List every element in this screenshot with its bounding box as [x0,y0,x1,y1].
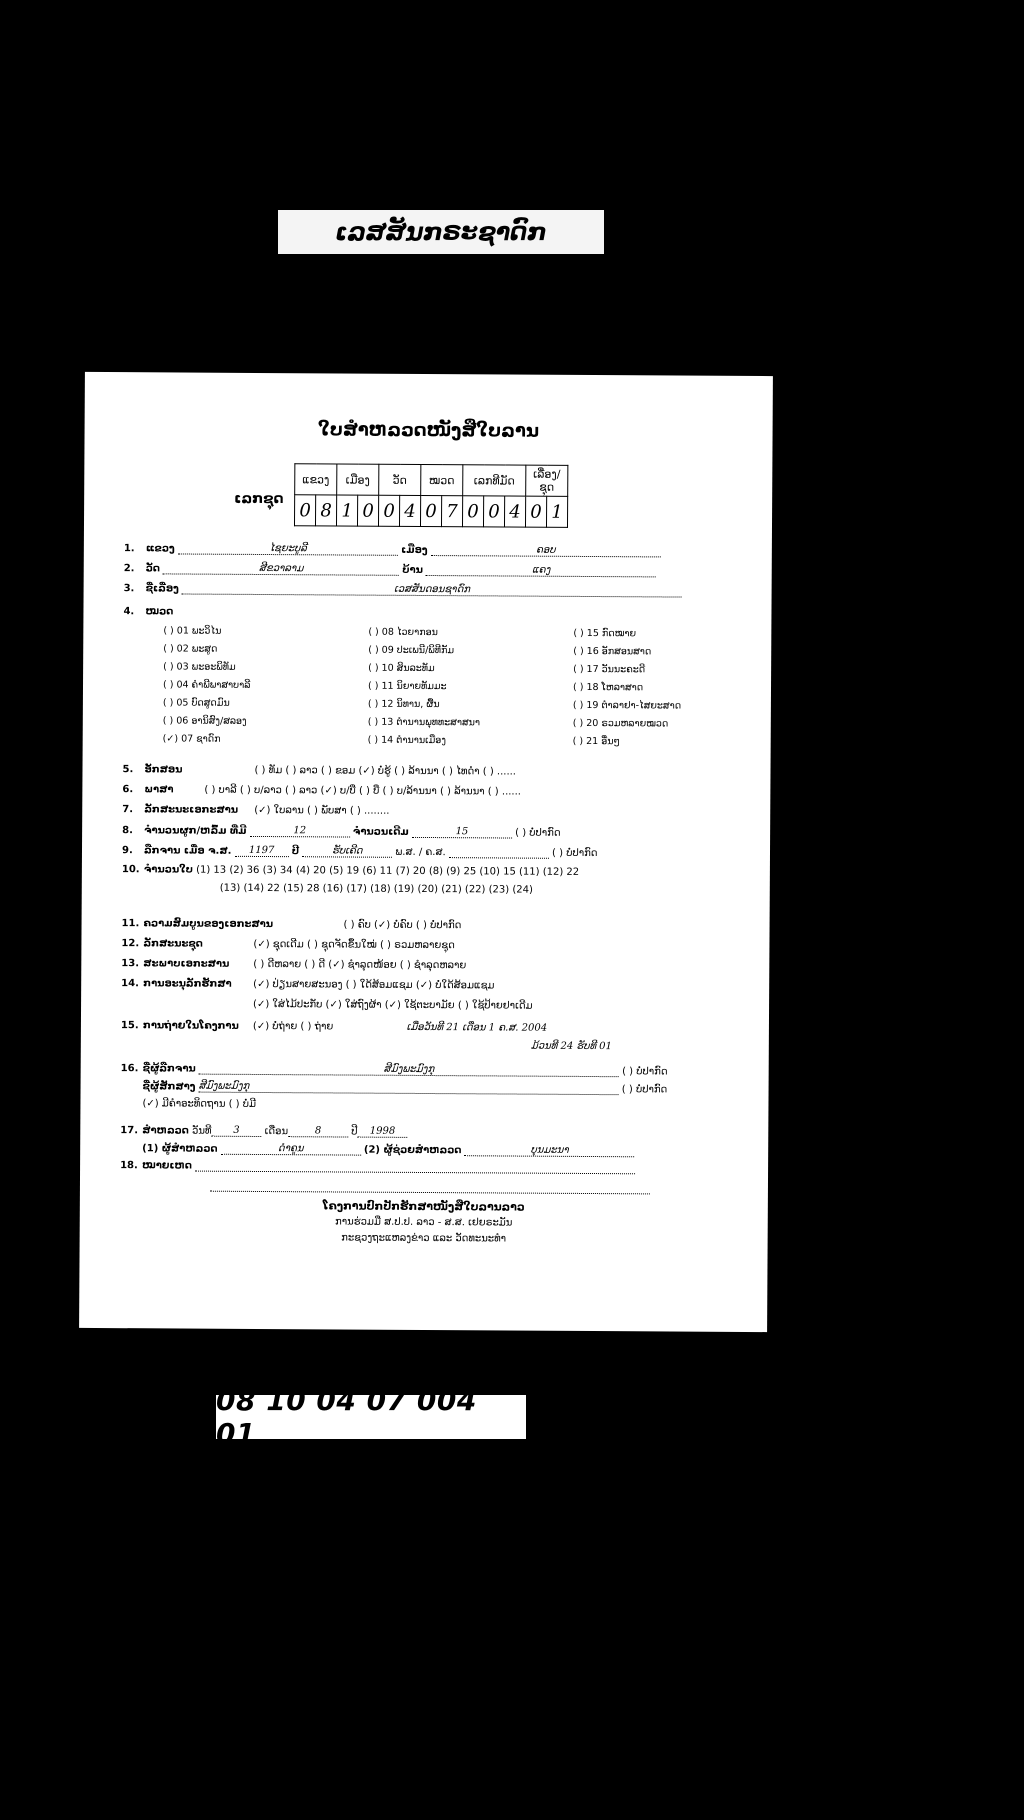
animal-year-value: ຮັບເຄີດ [302,845,392,858]
document-title-label: ເລສສັນກຣະຊາດົກ [278,210,604,254]
field-reel [531,1041,612,1052]
sponsor-value: ສີມົງພະມົງກຸ [199,1081,619,1096]
category-option[interactable]: ( ) 14 ຕໍານານເມືອງ [367,734,446,747]
category-option[interactable]: ( ) 15 ກົດໝາຍ [573,627,637,640]
document-type-options[interactable]: (✓) ໃບລານ ( ) ພັບສາ ( ) ........ [254,804,390,817]
script-options[interactable]: ( ) ທັມ ( ) ລາວ ( ) ຂອມ (✓) ບໍ່ຮູ້ ( ) ລ້ານນາ ( ) ໄທດໍາ ( ) ...... [254,764,517,778]
condition-options[interactable]: ( ) ດີຫລາຍ ( ) ດີ (✓) ຊໍາລຸດໜ້ອຍ ( ) ຊໍາລຸດຫລາຍ [253,958,467,972]
province-value: ໄຊຍະບູລີ [178,542,398,555]
form-footer [80,1197,768,1249]
code-header-category: ໝວດ [421,464,463,495]
footer-ministry: ກະຊວງຖະແຫລງຂ່າວ ແລະ ວັດທະນະທໍາ [341,1232,507,1245]
code-header-province: ແຂວງ [295,464,337,495]
dedication-options[interactable]: (✓) ມີຄໍາອະທິດຖານ ( ) ບໍ່ມີ [142,1098,257,1110]
not-shown-option[interactable]: ( ) ບໍ່ປາກົດ [621,1084,668,1096]
category-option[interactable]: ( ) 21 ອື່ນໆ [572,735,620,748]
code-digit: 0 [462,496,483,527]
surveyor-value: ດໍາຄູນ [221,1143,361,1156]
field-province: 1. ແຂວງ ໄຊຍະບູລີ ເມືອງ ຄອບ [124,542,661,557]
category-option[interactable]: ( ) 11 ນິຍາຍທັມມະ [367,680,447,693]
preservation-options[interactable]: (✓) ປ່ຽນສາຍສະນອງ ( ) ໃດ້ສ້ອມແຊມ (✓) ບໍ່ໃດ້ສ້ອມແຊມ [253,978,495,992]
category-option[interactable]: ( ) 06 ອານິສົງ/ສລອງ [162,715,247,727]
story-title-value: ເວສສັນດອນຊາດົກ [182,583,682,598]
field-preservation: 14. ການອະນຸລັກຮັກສາ (✓) ປ່ຽນສາຍສະນອງ ( ) ໃດ້ສ້ອມແຊມ (✓) ບໍ່ໃດ້ສ້ອມແຊມ [121,978,495,992]
code-header-district: ເມືອງ [337,464,379,495]
field-microfilm: 15. ການຖ່າຍໃນໂຄງການ (✓) ບໍ່ຖ່າຍ ( ) ຖ່າຍ ເມື່ອວັນທີ 21 ເດືອນ 1 ຄ.ສ. 2004 [120,1020,548,1034]
field-completeness: 11. ຄວາມສົມບູນຂອງເອກະສານ ( ) ຄົບ (✓) ບໍ່ຄົບ ( ) ບໍ່ປາກົດ [121,918,462,932]
field-survey: 17. ສໍາຫລວດ ວັນທີ 3 ເດືອນ 8 ປີ 1998 [120,1124,407,1138]
category-option[interactable]: ( ) 18 ໂຫລາສາດ [572,681,644,694]
code-digit: 8 [315,495,336,526]
code-digit: 0 [357,495,378,526]
field-leaf-count-2 [220,883,533,896]
code-digit: 0 [525,496,546,527]
microfilm-options[interactable]: (✓) ບໍ່ຖ່າຍ ( ) ຖ່າຍ [252,1020,334,1033]
category-option[interactable]: ( ) 01 ພະວິໄນ [163,625,222,637]
code-digit: 0 [378,495,399,526]
catalog-code-label: 08 10 04 07 004 01 [216,1395,526,1439]
leaf-count-values-2: (13) (14) 22 (15) 28 (16) (17) (18) (19) (20) (21) (22) (23) (24) [219,882,533,896]
field-story-title: 3. ຊື່ເລື່ອງ ເວສສັນດອນຊາດົກ [124,582,682,597]
field-leaf-count: 10. ຈໍານວນໃບ (1) 13 (2) 36 (3) 34 (4) 20 (5) 19 (6) 11 (7) 20 (8) (9) 25 (10) 15 (11) (12) 22 [121,864,580,878]
completeness-options[interactable]: ( ) ຄົບ (✓) ບໍ່ຄົບ ( ) ບໍ່ປາກົດ [343,919,462,932]
footer-project: ໂຄງການປົກປັກຮັກສາໜັງສືໃບລານລາວ [322,1199,525,1214]
field-category: 4. ໝວດ [123,606,174,618]
code-digit: 0 [420,495,441,526]
not-shown-option[interactable]: ( ) ບໍ່ປາກົດ [515,827,561,839]
district-value: ຄອບ [431,544,661,557]
fascicle-count-value: 12 [250,825,350,838]
category-option[interactable]: ( ) 04 ຄໍາພີພາສາບາລີ [162,679,251,691]
category-option[interactable]: ( ) 16 ອັກສອນສາດ [573,645,652,658]
original-count-value: 15 [412,826,512,839]
village-value: ແຄງ [426,564,656,577]
field-temple: 2. ວັດ ສີຂວາລາມ ບ້ານ ແຄງ [124,562,657,577]
category-option[interactable]: ( ) 08 ໄວຍາກອນ [368,626,438,639]
category-option[interactable]: ( ) 13 ຕໍານານພຸທທະສາສນາ [367,716,481,729]
field-dedication [142,1098,256,1110]
survey-month: 8 [288,1125,348,1137]
category-option[interactable]: ( ) 12 ນິທານ, ຜື້ນ [367,698,440,711]
manuscript-survey-form [79,372,773,1332]
form-title: ໃບສຳຫລວດໜັງສືໃບລານ [318,419,540,442]
field-set-type: 12. ລັກສະນະຊຸດ (✓) ຊຸດເດີມ ( ) ຊຸດຈັດຂຶ້ນໃໝ່ ( ) ຣວມຫລາຍຊຸດ [121,938,455,952]
category-option-checked[interactable]: (✓) 07 ຊາດົກ [162,733,221,745]
field-condition: 13. ສະພາບເອກະສານ ( ) ດີຫລາຍ ( ) ດີ (✓) ຊໍາລຸດໜ້ອຍ ( ) ຊໍາລຸດຫລາຍ [121,958,467,972]
field-fascicle-count: 8. ຈໍານວນຜູກ/ຫລົ້ມ ທີ່ມີ 12 ຈໍານວນເດີມ 15 ( ) ບໍ່ປາກົດ [122,825,561,839]
category-option[interactable]: ( ) 02 ພະສູດ [163,643,218,655]
code-digit: 0 [294,495,315,526]
language-options[interactable]: ( ) ບາລີ ( ) ບ/ລາວ ( ) ລາວ (✓) ບ/ບື ( ) ບື ( ) ບ/ລ້ານນາ ( ) ລ້ານນາ ( ) ...... [204,784,522,798]
category-option[interactable]: ( ) 19 ຕໍາລາຢາ-ໄສຍະສາດ [572,699,682,712]
category-option[interactable]: ( ) 05 ບົດສູດມົນ [162,697,230,709]
category-option[interactable]: ( ) 03 ພະອະພິທັມ [163,661,236,673]
footer-cooperation: ການຮ່ວມມື ສ.ປ.ປ. ລາວ - ສ.ສ. ເຢຍຣະມັນ [335,1216,513,1229]
category-option[interactable]: ( ) 20 ຣວມຫລາຍໝວດ [572,717,669,730]
field-remarks: 18. ໝາຍເຫດ [120,1160,635,1174]
code-header-row [295,464,568,497]
code-header-temple: ວັດ [379,464,421,495]
code-digit: 4 [504,496,525,527]
field-preservation-2 [253,999,533,1012]
cs-year-value: 1197 [235,845,289,857]
code-table [294,463,568,528]
scribe-value: ສີມົງພະມົງກຸ [199,1063,619,1078]
field-document-type: 7. ລັກສະນະເອກະສານ (✓) ໃບລານ ( ) ພັບສາ ( ) ........ [122,804,390,817]
assistant-value: ບຸນມະນາ [465,1144,635,1157]
field-language: 6. ພາສາ ( ) ບາລີ ( ) ບ/ລາວ ( ) ລາວ (✓) ບ/ບື ( ) ບື ( ) ບ/ລ້ານນາ ( ) ລ້ານນາ ( ) ...... [122,784,522,798]
code-digit: 1 [546,496,567,527]
remarks-line [210,1181,650,1195]
field-surveyors: (1) ຜູ້ສໍາຫລວດ ດໍາຄູນ (2) ຜູ້ຊ່ວຍສໍາຫລວດ ບຸນມະນາ [142,1142,635,1157]
category-option[interactable]: ( ) 10 ສິນລະທັມ [368,662,435,675]
category-option[interactable]: ( ) 17 ວັນນະຄະດີ [573,663,646,676]
code-digit: 1 [336,495,357,526]
code-digit-row [294,495,567,528]
category-option[interactable]: ( ) 09 ປະເພນີ/ພິທີກັມ [368,644,455,657]
leaf-count-values: (1) 13 (2) 36 (3) 34 (4) 20 (5) 19 (6) 11 (7) 20 (8) (9) 25 (10) 15 (11) (12) 22 [196,864,580,878]
code-digit: 7 [441,496,462,527]
not-shown-option[interactable]: ( ) ບໍ່ປາກົດ [552,847,598,860]
field-inscription-date: 9. ລືກຈານ ເມື່ອ ຈ.ສ. 1197 ປີ ຮັບເຄີດ ພ.ສ. / ຄ.ສ. ( ) ບໍ່ປາກົດ [121,844,598,860]
code-header-bundle: ເລກທີມັດ [463,465,526,496]
preservation-options-2[interactable]: (✓) ໃສ່ໄມ້ປະກັບ (✓) ໃສ່ຖົງຜ້າ (✓) ໃຊ້ຕະບາມັຍ ( ) ໃຊ້ປ້າຍຢາເດີມ [253,998,533,1012]
field-sponsor: ຊື່ຜູ້ສັກສາງ ສີມົງພະມົງກຸ ( ) ບໍ່ປາກົດ [142,1080,668,1096]
set-type-options[interactable]: (✓) ຊຸດເດີມ ( ) ຊຸດຈັດຂຶ້ນໃໝ່ ( ) ຣວມຫລາຍຊຸດ [253,938,455,952]
reel-number: ມ້ວນທີ 24 ຮັບທີ 01 [530,1040,612,1053]
code-digit: 0 [483,496,504,527]
temple-value: ສີຂວາລາມ [163,562,399,575]
code-label: ເລກຊຸດ [234,490,284,508]
category-list-1 [163,622,251,749]
field-script: 5. ອັກສອນ ( ) ທັມ ( ) ລາວ ( ) ຂອມ (✓) ບໍ່ຮູ້ ( ) ລ້ານນາ ( ) ໄທດໍາ ( ) ...... [122,764,517,778]
category-list-2 [368,624,481,751]
microfilm-date: ເມື່ອວັນທີ 21 ເດືອນ 1 ຄ.ສ. 2004 [406,1021,548,1034]
code-digit: 4 [399,495,420,526]
category-list-3 [573,625,682,752]
survey-day: 3 [211,1125,261,1137]
field-scribe: 16. ຊື່ຜູ້ລືກຈານ ສີມົງພະມົງກຸ ( ) ບໍ່ປາກົດ [120,1063,668,1078]
survey-year: 1998 [357,1126,407,1138]
not-shown-option[interactable]: ( ) ບໍ່ປາກົດ [622,1066,668,1078]
code-header-story: ເລື່ອງ/ຊຸດ [526,465,568,496]
